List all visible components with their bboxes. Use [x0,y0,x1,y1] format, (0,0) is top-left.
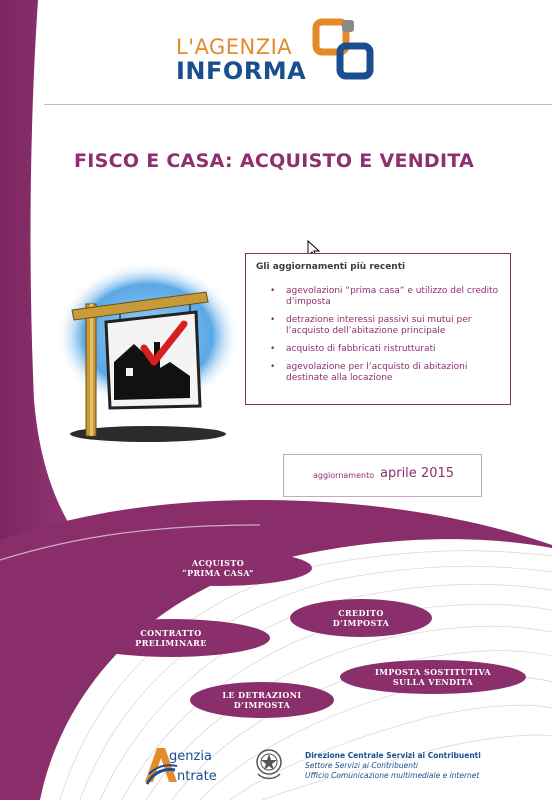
italian-republic-emblem-icon [254,746,284,782]
house-sign-illustration [50,258,240,444]
logo-text-informa: INFORMA [176,57,307,85]
topic-imposta-sostitutiva[interactable] [340,660,526,694]
update-date-label: aggiornamento [313,471,375,480]
informa-mark-icon [312,18,376,82]
list-item [256,315,506,337]
logo-text-ntrate: ntrate [177,769,217,784]
agenzia-informa-logo [176,18,376,88]
topic-label-line2: D’IMPOSTA [233,700,291,710]
update-date-box [283,454,482,497]
list-item [256,362,506,384]
logo-text-genzia: genzia [169,749,212,764]
topic-acquisto-prima-casa[interactable] [124,550,312,586]
page-title: FISCO E CASA: ACQUISTO E VENDITA [74,150,475,172]
updates-box [245,253,511,405]
footer-office: Ufficio Comunicazione multimediale e internet [305,771,480,780]
update-item-text: detrazione interessi passivi sui mutui per l’acquisto dell’abitazione principale [286,315,472,336]
topic-credito-imposta[interactable] [290,599,432,637]
update-item-text: agevolazioni “prima casa” e utilizzo del credito d’imposta [286,286,499,307]
logo-text-agenzia: L'AGENZIA [176,35,293,59]
bullet-icon: • [270,344,276,354]
bullet-icon: • [270,286,276,296]
update-item-text: agevolazione per l’acquisto di abitazioni destinate alla locazione [286,362,468,383]
update-item-text: acquisto di fabbricati ristrutturati [286,344,436,354]
header-divider [44,104,552,105]
updates-list [256,286,506,391]
topic-label-line1: CONTRATTO [140,628,202,638]
footer-department: Direzione Centrale Servizi ai Contribuenti [305,751,481,760]
topic-contratto-preliminare[interactable] [72,619,270,657]
topic-label-line2: SULLA VENDITA [392,677,474,687]
agenzia-entrate-logo [143,744,253,786]
topic-label-line2: “PRIMA CASA” [182,568,254,578]
updates-title: Gli aggiornamenti più recenti [256,262,406,272]
footer-office-info [305,751,545,781]
list-item [256,344,506,355]
topic-label-line1: LE DETRAZIONI [222,690,302,700]
topic-detrazioni-imposta[interactable] [190,682,334,718]
topic-label-line2: PRELIMINARE [135,638,207,648]
update-date-value: aprile 2015 [380,466,455,481]
topic-label-line1: IMPOSTA SOSTITUTIVA [374,667,492,677]
bullet-icon: • [270,362,276,372]
list-item [256,286,506,308]
topic-label-line2: D’IMPOSTA [332,618,390,628]
topic-label-line1: CREDITO [338,608,384,618]
footer-sector: Settore Servizi ai Contribuenti [305,761,418,770]
topic-label-line1: ACQUISTO [191,558,245,568]
bullet-icon: • [270,315,276,325]
